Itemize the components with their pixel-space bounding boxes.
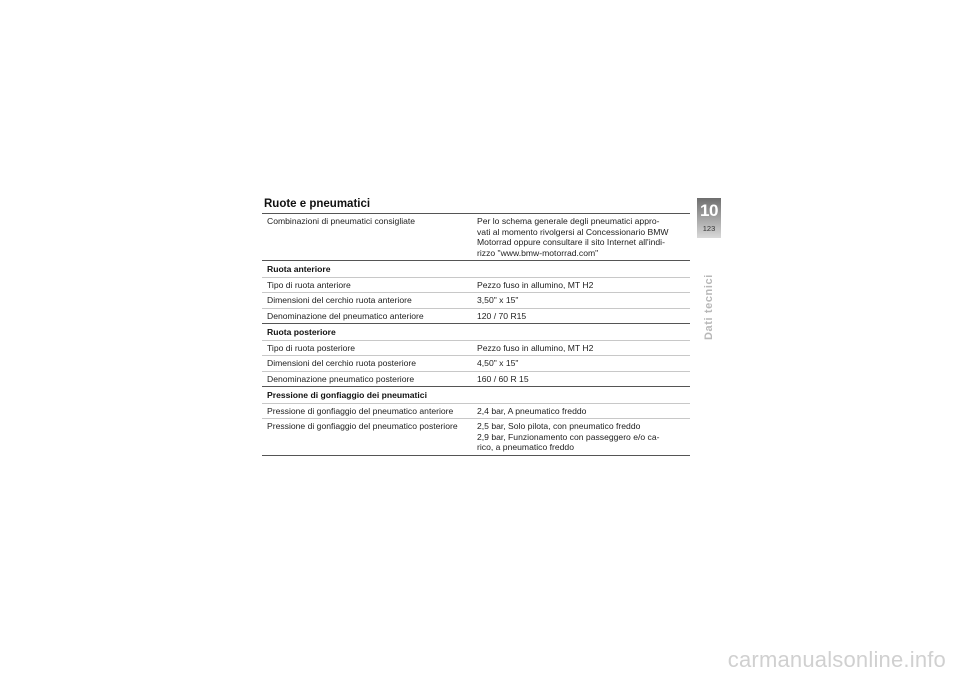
row-label: Denominazione pneumatico posteriore (267, 373, 415, 384)
row-label: Dimensioni del cerchio ruota anteriore (267, 295, 412, 305)
row-label: Dimensioni del cerchio ruota posteriore (267, 358, 417, 368)
table-row (262, 419, 690, 456)
group-heading-rear-wheel: Ruota posteriore (262, 323, 690, 341)
row-value: 120 / 70 R15 (477, 310, 527, 321)
spec-table (262, 213, 690, 456)
table-row (262, 278, 690, 294)
row-value: Pezzo fuso in allumino, MT H2 (477, 342, 594, 353)
table-row (262, 293, 690, 309)
row-value: 4,50" x 15" (477, 358, 519, 368)
row-value: 2,5 bar, Solo pilota, con pneumatico freddo 2,9 bar, Funzionamento con passeggero e/o ca- rico, a pneumatico freddo (477, 421, 660, 452)
chapter-side-label: Dati tecnici (703, 274, 715, 340)
row-label: Tipo di ruota posteriore (267, 342, 356, 353)
row-label: Denominazione del pneumatico anteriore (267, 310, 424, 321)
chapter-tab (697, 198, 721, 238)
group-heading-front-wheel: Ruota anteriore (262, 260, 690, 278)
section-title: Ruote e pneumatici (264, 198, 371, 210)
row-label: Pressione di gonfiaggio del pneumatico posteriore (267, 421, 458, 431)
table-row (262, 341, 690, 357)
row-label: Combinazioni di pneumatici consigliate (267, 216, 416, 226)
table-row (262, 309, 690, 324)
group-heading-tire-pressure: Pressione di gonfiaggio dei pneumatici (262, 386, 690, 404)
table-row (262, 404, 690, 420)
table-row (262, 214, 690, 260)
chapter-number: 10 (700, 201, 718, 220)
table-row (262, 372, 690, 387)
table-row (262, 356, 690, 372)
row-value: 3,50" x 15" (477, 295, 519, 305)
row-value: Per lo schema generale degli pneumatici appro- vati al momento rivolgersi al Concessionario BMW Motorrad oppure consultare il sito Internet all'indi- rizzo "www.bmw-motorrad.com" (477, 216, 669, 258)
row-value: 160 / 60 R 15 (477, 373, 529, 384)
watermark: carmanualsonline.info (727, 647, 946, 672)
row-label: Pressione di gonfiaggio del pneumatico anteriore (267, 405, 454, 416)
row-value: 2,4 bar, A pneumatico freddo (477, 405, 587, 416)
row-label: Tipo di ruota anteriore (267, 279, 351, 290)
row-value: Pezzo fuso in allumino, MT H2 (477, 279, 594, 290)
page-number: 123 (702, 224, 716, 233)
